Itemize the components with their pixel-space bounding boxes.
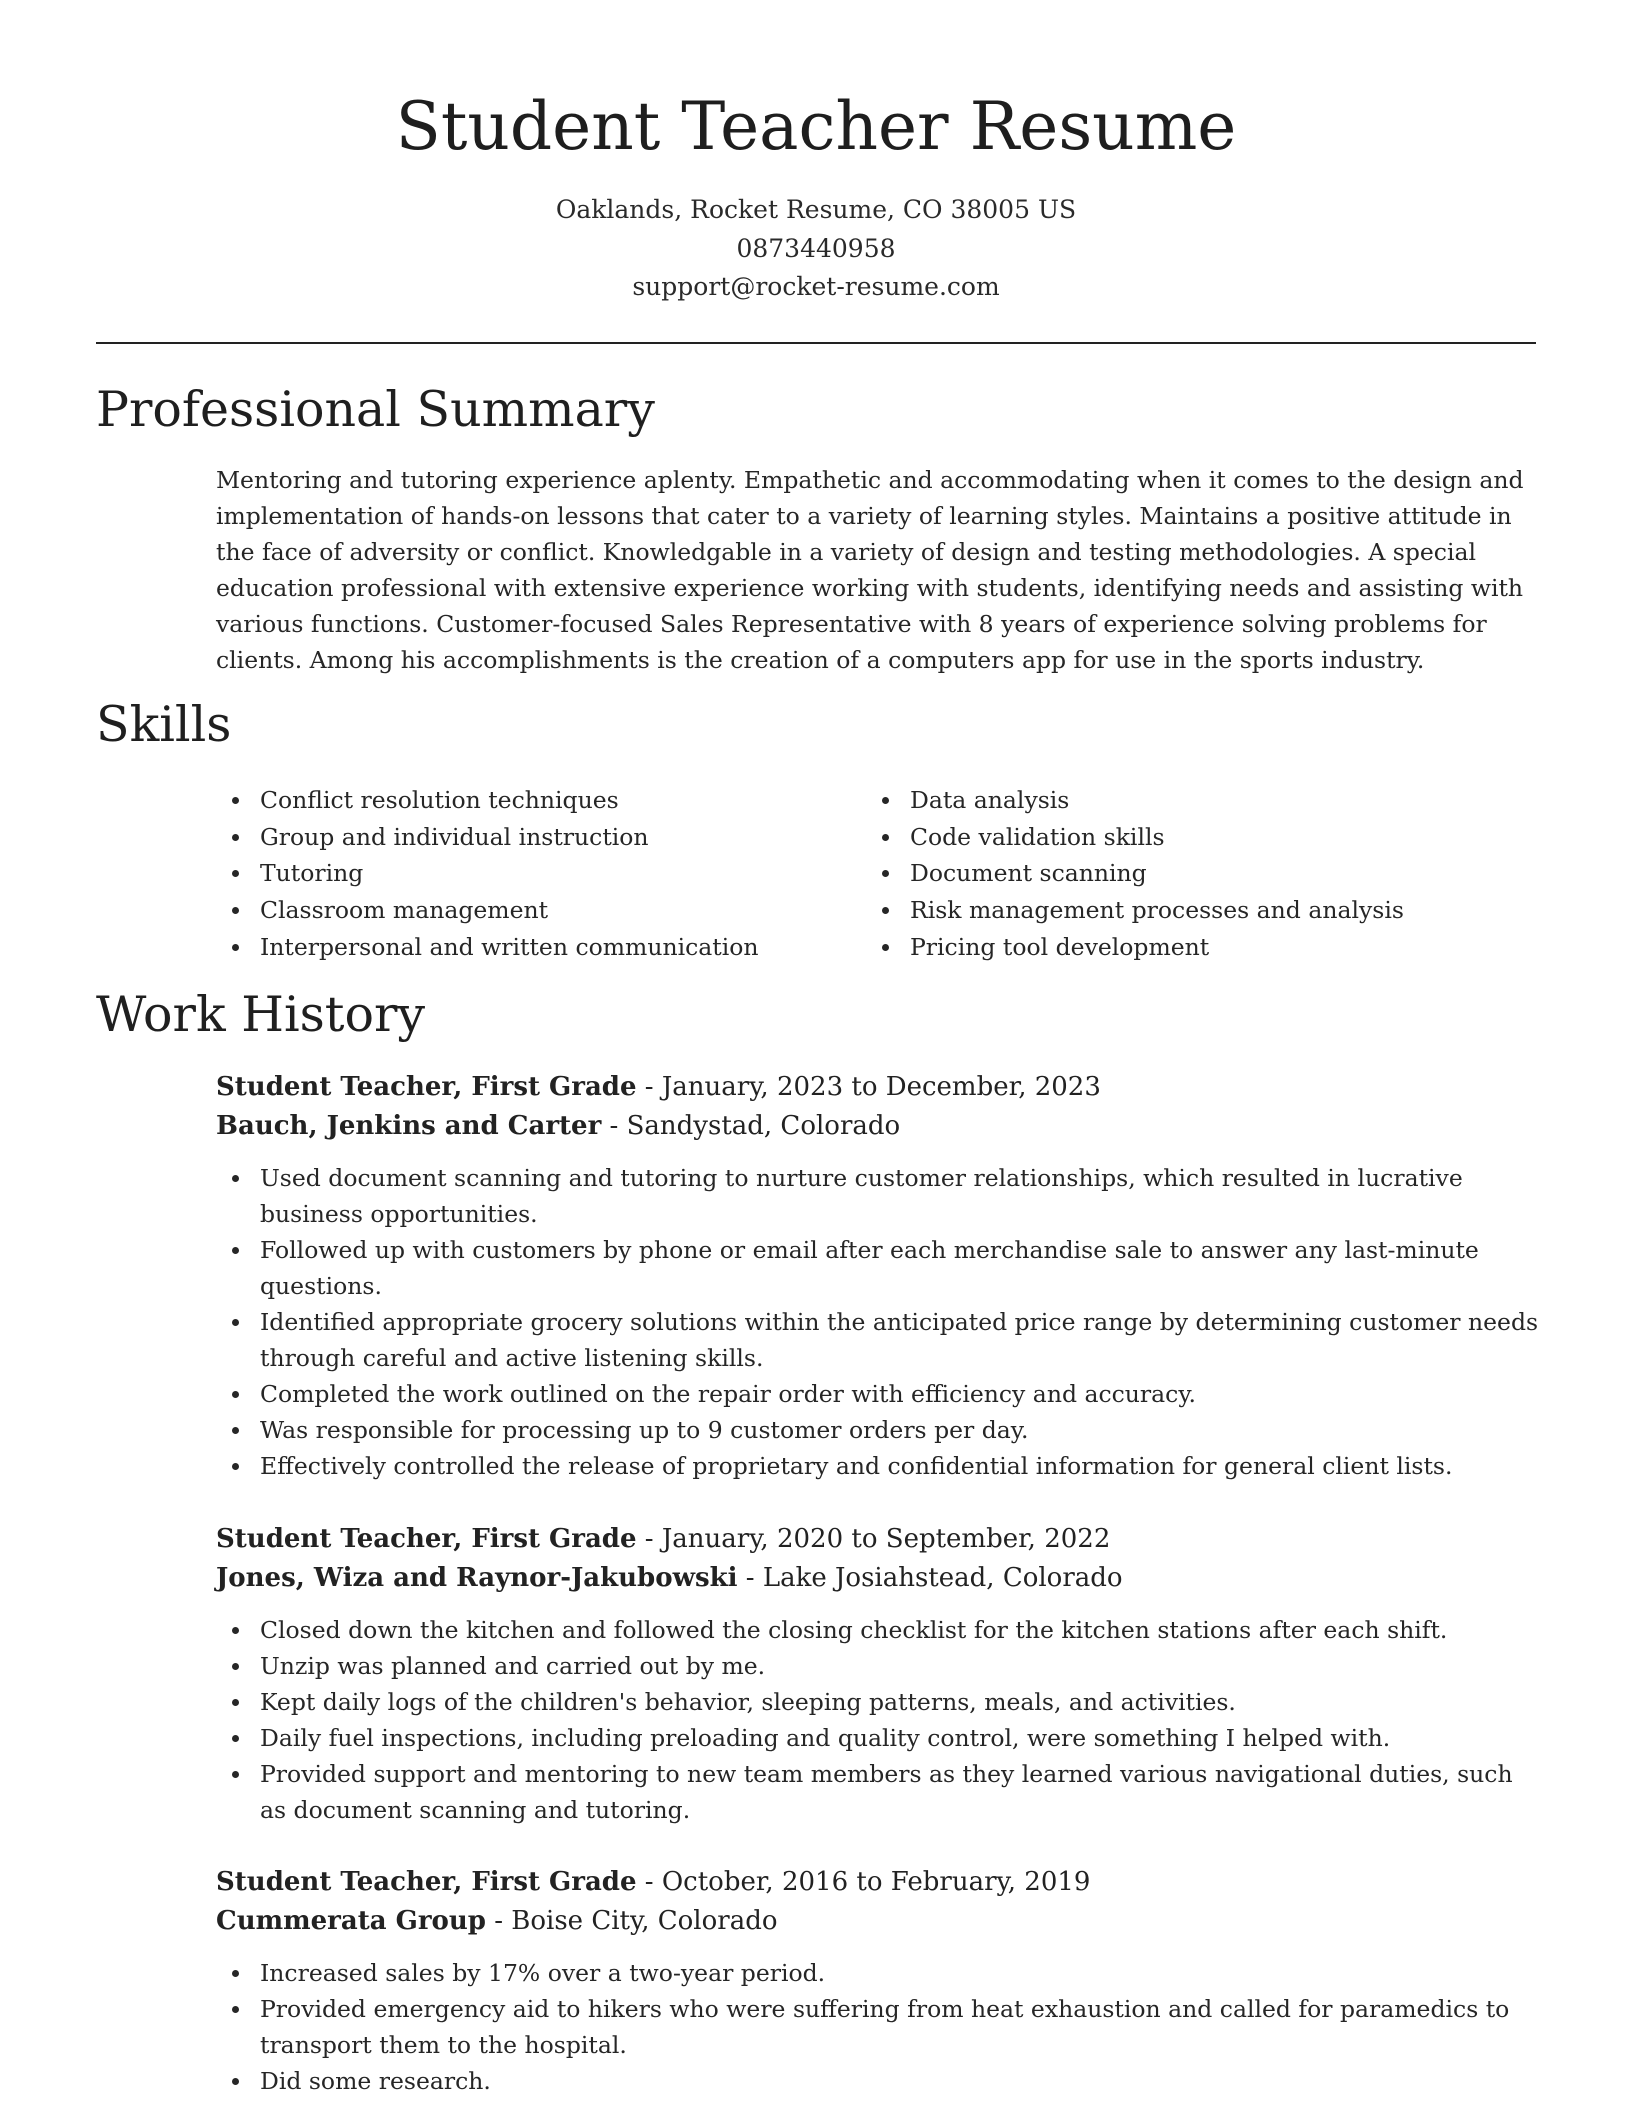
job-company: Bauch, Jenkins and Carter — [216, 1111, 602, 1141]
skill-item: Document scanning — [866, 855, 1526, 892]
job-bullet: Provided emergency aid to hikers who were suffering from heat exhaustion and called for paramedics to transport them to the hospital. — [216, 1991, 1546, 2063]
summary-heading: Professional Summary — [96, 381, 655, 438]
skill-item: Risk management processes and analysis — [866, 892, 1526, 929]
job-bullet: Used document scanning and tutoring to nurture customer relationships, which resulted in lucrative business opportunities. — [216, 1160, 1546, 1232]
job-bullet: Effectively controlled the release of proprietary and confidential information for general client lists. — [216, 1448, 1546, 1484]
skill-item: Code validation skills — [866, 819, 1526, 856]
job-title-line — [216, 1863, 1546, 1902]
job-bullet: Completed the work outlined on the repair order with efficiency and accuracy. — [216, 1376, 1546, 1412]
job-location: - Sandystad, Colorado — [601, 1111, 901, 1141]
skill-item: Group and individual instruction — [216, 819, 856, 856]
skill-item: Interpersonal and written communication — [216, 929, 856, 966]
contact-address: Oaklands, Rocket Resume, CO 38005 US — [555, 195, 1077, 224]
job-company-line — [216, 1559, 1546, 1598]
contact-info — [0, 191, 1632, 307]
job-bullet: Identified appropriate grocery solutions within the anticipated price range by determining customer needs through careful and active listening skills. — [216, 1304, 1546, 1376]
skills-heading: Skills — [96, 696, 232, 753]
job-bullet: Unzip was planned and carried out by me. — [216, 1648, 1546, 1684]
skill-item: Classroom management — [216, 892, 856, 929]
skill-item: Pricing tool development — [866, 929, 1526, 966]
job-bullets — [216, 1160, 1546, 1484]
job-entry — [216, 1520, 1546, 1828]
skills-list-left — [216, 782, 856, 966]
job-entry — [216, 1863, 1546, 2099]
skill-item: Data analysis — [866, 782, 1526, 819]
job-bullet: Was responsible for processing up to 9 customer orders per day. — [216, 1412, 1546, 1448]
skill-item: Conflict resolution techniques — [216, 782, 856, 819]
job-bullets — [216, 1612, 1546, 1828]
job-bullet: Did some research. — [216, 2063, 1546, 2099]
resume-title: Student Teacher Resume — [395, 88, 1237, 165]
job-company: Jones, Wiza and Raynor-Jakubowski — [216, 1563, 738, 1593]
job-bullet: Closed down the kitchen and followed the closing checklist for the kitchen stations after each shift. — [216, 1612, 1546, 1648]
summary-text: Mentoring and tutoring experience aplenty. Empathetic and accommodating when it comes to the design and implementation of hands-on lessons that cater to a variety of learning styles. Maintains a positive attitude in the face of adversity or conflict. Knowledgable in a variety of design and testing methodologies. A special education professional with extensive experience working with students, identifying needs and assisting with various functions. Customer-focused Sales Representative with 8 years of experience solving problems for clients. Among his accomplishments is the creation of a computers app for use in the sports industry. — [216, 466, 1524, 674]
job-title-line — [216, 1068, 1546, 1107]
job-bullet: Kept daily logs of the children's behavior, sleeping patterns, meals, and activities. — [216, 1684, 1546, 1720]
job-title: Student Teacher, First Grade — [216, 1072, 637, 1102]
job-title: Student Teacher, First Grade — [216, 1524, 637, 1554]
job-entry — [216, 1068, 1546, 1484]
work-history-heading: Work History — [96, 986, 426, 1043]
job-bullet: Daily fuel inspections, including preloading and quality control, were something I helped with. — [216, 1720, 1546, 1756]
job-bullet: Increased sales by 17% over a two-year period. — [216, 1955, 1546, 1991]
skill-item: Tutoring — [216, 855, 856, 892]
job-title-line — [216, 1520, 1546, 1559]
contact-email: support@rocket-resume.com — [632, 272, 1000, 301]
job-dates: - January, 2020 to September, 2022 — [636, 1524, 1111, 1554]
job-bullets — [216, 1955, 1546, 2099]
skills-list-right — [866, 782, 1526, 966]
header-divider — [96, 342, 1536, 344]
job-location: - Lake Josiahstead, Colorado — [737, 1563, 1123, 1593]
job-dates: - January, 2023 to December, 2023 — [636, 1072, 1101, 1102]
job-title: Student Teacher, First Grade — [216, 1867, 637, 1897]
job-bullet: Provided support and mentoring to new team members as they learned various navigational duties, such as document scanning and tutoring. — [216, 1756, 1546, 1828]
job-company-line — [216, 1902, 1546, 1941]
contact-phone: 0873440958 — [736, 233, 896, 263]
job-location: - Boise City, Colorado — [485, 1906, 778, 1936]
job-company: Cummerata Group — [216, 1906, 486, 1936]
job-company-line — [216, 1107, 1546, 1146]
job-dates: - October, 2016 to February, 2019 — [636, 1867, 1091, 1897]
job-bullet: Followed up with customers by phone or email after each merchandise sale to answer any last-minute questions. — [216, 1232, 1546, 1304]
